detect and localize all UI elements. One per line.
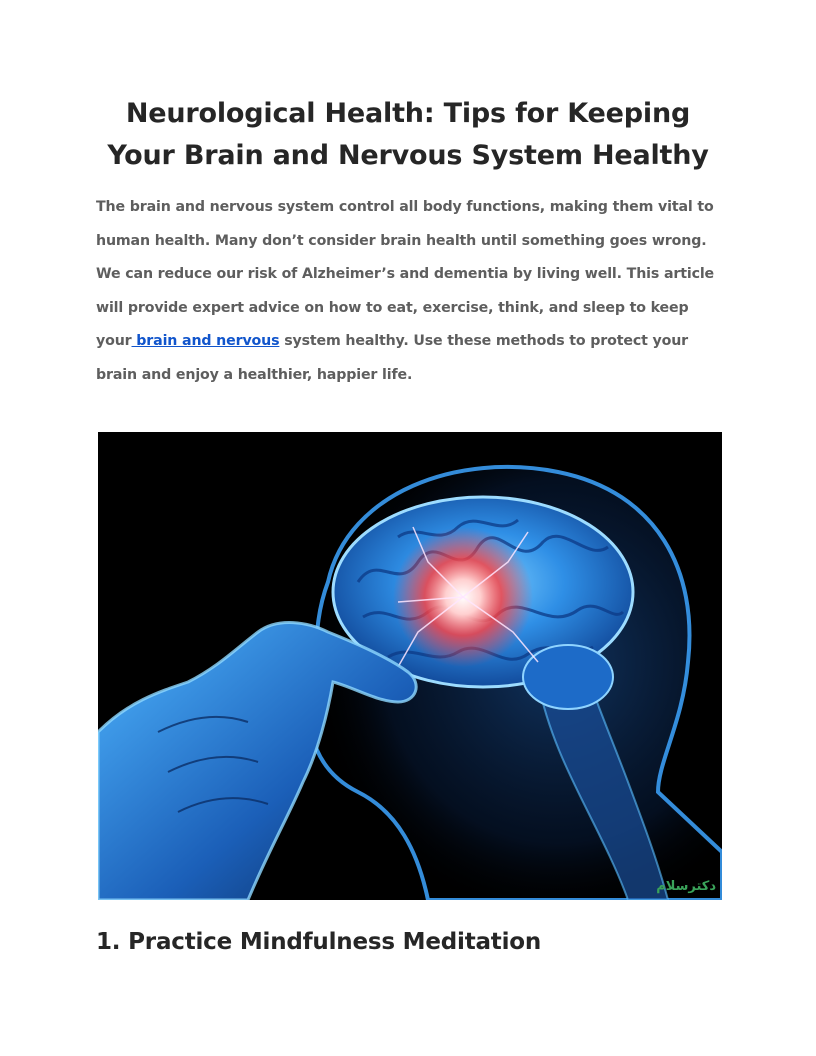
intro-paragraph	[96, 191, 722, 393]
brain-and-nervous-link[interactable]: brain and nervous	[131, 333, 280, 350]
brain-illustration	[98, 432, 722, 900]
section-heading-1: 1. Practice Mindfulness Meditation	[96, 929, 542, 955]
brain-headache-image	[98, 432, 722, 900]
intro-text-after-link: system healthy. Use these methods to protect your brain and enjoy a healthier, happier life.	[96, 333, 689, 383]
intro-text-before-link: The brain and nervous system control all body functions, making them vital to human health. Many don’t consider brain health until something goes wrong. We can reduce our risk of Alzheimer’s and dementia by living well. This article will provide expert advice on how to eat, exercise, think, and sleep to keep your	[96, 199, 715, 350]
image-watermark: دکترسلام	[656, 879, 716, 894]
document-title: Neurological Health: Tips for Keeping Your Brain and Nervous System Healthy	[107, 98, 709, 171]
cerebellum-shape	[523, 645, 613, 709]
